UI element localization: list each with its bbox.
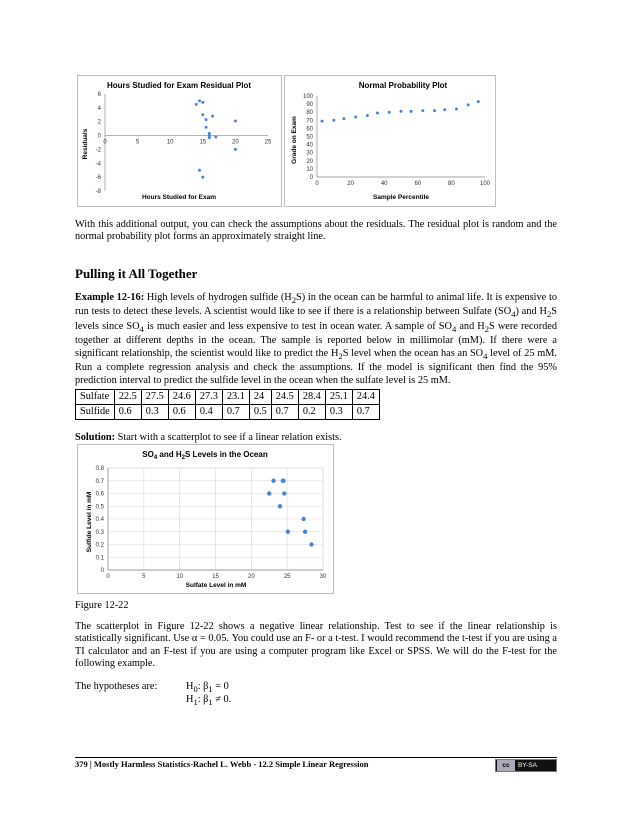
x-axis-label: Sample Percentile — [373, 194, 429, 201]
hypotheses-label: The hypotheses are: — [75, 681, 158, 692]
y-axis-label: Sulfide Level in mM — [86, 491, 93, 553]
chart-title: $SO_4$ and $H_2S$ Levels in the Ocean — [142, 450, 268, 461]
y-tick-label: 0.6 — [95, 491, 104, 498]
solution-paragraph: Solution: Start with a scatterplot to see if a linear relation exists. — [75, 432, 342, 443]
table-cell: 0.3 — [141, 405, 168, 420]
residual-plot-svg — [78, 76, 281, 206]
data-point — [211, 115, 214, 118]
x-tick-label: 10 — [166, 139, 174, 146]
x-tick-label: 40 — [380, 181, 388, 187]
y-tick-label: 0 — [309, 175, 313, 181]
y-tick-label: -2 — [95, 147, 101, 154]
x-tick-label: 20 — [232, 139, 239, 146]
data-point — [195, 103, 198, 106]
data-point — [201, 113, 204, 116]
x-tick-label: 0 — [315, 181, 319, 187]
table-cell: 0.7 — [352, 405, 379, 420]
data-point — [309, 542, 313, 546]
data-point — [467, 103, 470, 106]
y-tick-label: -8 — [95, 189, 101, 195]
table-cell: 27.3 — [195, 390, 222, 405]
plot-area — [303, 94, 491, 187]
x-tick-label: 5 — [142, 574, 146, 580]
x-tick-label: 25 — [264, 139, 272, 146]
table-cell: 24.5 — [271, 390, 298, 405]
y-tick-label: 0.5 — [95, 504, 104, 511]
y-tick-label: 10 — [306, 166, 313, 173]
y-tick-label: 0.3 — [95, 529, 104, 536]
data-point — [286, 530, 290, 534]
data-point — [455, 107, 458, 110]
x-tick-label: 15 — [212, 574, 219, 580]
table-cell: 22.5 — [114, 390, 141, 405]
table-cell: 0.6 — [168, 405, 195, 420]
data-point — [198, 99, 201, 102]
f-test-paragraph: The scatterplot in Figure 12-22 shows a negative linear relationship. Test to see if the linear relationship is statistically significant. Use α = 0.05. You could use an F- or a t-test. I would recommend the t-test if you are using a TI calculator and an F-test if you are using a computer program like Excel or SPSS. We will do the F-test for the following example. — [75, 621, 557, 670]
y-tick-label: 4 — [97, 105, 101, 112]
normal-probability-svg — [285, 76, 495, 206]
x-tick-label: 20 — [247, 574, 255, 580]
row-header-sulfate: Sulfate — [76, 390, 115, 405]
data-point — [303, 530, 307, 534]
table-cell: 23.1 — [222, 390, 249, 405]
x-tick-label: 20 — [347, 181, 354, 187]
y-tick-label: 0.1 — [95, 555, 104, 562]
y-tick-label: -6 — [95, 175, 101, 182]
data-table — [75, 389, 380, 420]
license-text: BY-SA — [518, 762, 537, 769]
data-point — [282, 491, 286, 495]
x-axis-label: Sulfate Level in mM — [185, 582, 247, 589]
table-cell: 0.3 — [325, 405, 352, 420]
alternative-hypothesis: $H_1$: $\beta_1 \ne 0$. — [186, 694, 232, 708]
plot-area — [96, 92, 272, 195]
data-point — [301, 517, 305, 521]
data-point — [332, 119, 335, 122]
table-cell: 0.6 — [114, 405, 141, 420]
data-point — [421, 109, 424, 112]
y-tick-label: 20 — [306, 158, 313, 165]
data-point — [201, 176, 204, 179]
x-tick-label: 15 — [199, 139, 207, 146]
data-point — [267, 491, 271, 495]
y-tick-label: -4 — [95, 161, 101, 168]
data-point — [477, 100, 480, 103]
x-tick-label: 25 — [283, 574, 291, 580]
x-tick-label: 80 — [448, 181, 455, 187]
y-axis-label: Grade on Exam — [291, 116, 298, 164]
x-axis-label: Hours Studied for Exam — [141, 194, 217, 201]
data-point — [388, 111, 391, 114]
table-cell: 28.4 — [298, 390, 325, 405]
table-cell: 0.7 — [222, 405, 249, 420]
cc-license-badge[interactable] — [495, 759, 557, 772]
table-cell: 24.4 — [352, 390, 379, 405]
null-hypothesis: $H_0$: $\beta_1 = 0$ — [186, 681, 229, 695]
x-tick-label: 0 — [106, 574, 110, 580]
y-tick-label: 40 — [306, 142, 313, 149]
x-tick-label: 5 — [135, 139, 140, 146]
x-tick-label: 30 — [319, 574, 327, 580]
table-cell: 27.5 — [141, 390, 168, 405]
data-point — [208, 136, 211, 139]
data-point — [201, 101, 204, 104]
sulfate-sulfide-chart — [77, 444, 334, 594]
data-point — [321, 120, 324, 123]
table-cell: 0.4 — [195, 405, 222, 420]
row-header-sulfide: Sulfide — [76, 405, 115, 420]
y-tick-label: 50 — [306, 134, 313, 141]
data-point — [278, 504, 282, 508]
data-point — [205, 118, 208, 121]
cc-icon: cc — [497, 760, 515, 771]
example-label: Example 12-16: — [75, 292, 145, 303]
section-title: Pulling it All Together — [75, 266, 198, 281]
residual-plot-chart — [77, 75, 282, 207]
sulfate-sulfide-svg — [78, 445, 333, 593]
y-tick-label: 100 — [302, 94, 313, 100]
y-tick-label: 0 — [97, 133, 101, 140]
table-cell: 24.6 — [168, 390, 195, 405]
data-point — [376, 112, 379, 115]
data-point — [281, 479, 285, 483]
table-cell: 25.1 — [325, 390, 352, 405]
table-row — [76, 405, 380, 420]
table-cell: 0.2 — [298, 405, 325, 420]
data-point — [366, 114, 369, 117]
data-point — [234, 120, 237, 123]
normal-probability-chart — [284, 75, 496, 207]
data-point — [443, 108, 446, 111]
footer-text: 379 | Mostly Harmless Statistics-Rachel L. Webb - 12.2 Simple Linear Regression — [75, 759, 369, 769]
table-cell: 0.7 — [271, 405, 298, 420]
table-row — [76, 390, 380, 405]
y-tick-label: 60 — [306, 126, 313, 133]
y-tick-label: 30 — [306, 150, 313, 157]
figure-caption: Figure 12-22 — [75, 600, 129, 611]
residual-assumption-paragraph: With this additional output, you can check the assumptions about the residuals. The residual plot is random and the normal probability plot forms an approximately straight line. — [75, 219, 557, 243]
y-tick-label: 90 — [306, 102, 313, 109]
plot-area — [96, 466, 327, 580]
y-tick-label: 0.8 — [95, 466, 104, 472]
x-tick-label: 100 — [479, 181, 491, 187]
y-tick-label: 0.7 — [95, 478, 104, 485]
data-point — [271, 479, 275, 483]
solution-label: Solution: — [75, 432, 116, 443]
data-point — [410, 110, 413, 113]
chart-title: Hours Studied for Exam Residual Plot — [106, 81, 252, 90]
y-tick-label: 2 — [97, 119, 101, 126]
data-point — [400, 110, 403, 113]
data-point — [205, 126, 208, 129]
y-tick-label: 6 — [97, 92, 101, 98]
data-point — [234, 148, 237, 151]
y-tick-label: 80 — [306, 110, 313, 117]
x-tick-label: 0 — [103, 139, 107, 146]
data-point — [342, 117, 345, 120]
x-tick-label: 10 — [176, 574, 184, 580]
data-point — [214, 135, 217, 138]
data-point — [433, 109, 436, 112]
chart-title: Normal Probability Plot — [358, 81, 448, 90]
y-tick-label: 0.4 — [95, 517, 104, 523]
x-tick-label: 60 — [414, 181, 422, 187]
y-tick-label: 0 — [100, 568, 104, 574]
y-axis-label: Residuals — [82, 128, 89, 160]
example-paragraph: Example 12-16: High levels of hydrogen sulfide $(H_2S)$ in the ocean can be harmful to animal life. It is expensive to run tests to detect these levels. A scientist would like to see if there is a relationship between Sulfate $(SO_4)$ and $H_2S$ levels since $SO_4$ is much easier and less expensive to test in ocean water. A sample of $SO_4$ and $H_2S$ were recorded together at different depths in the ocean. The sample is reported below in millimolar (mM). If there were a significant relationship, the scientist would like to predict the $H_2S$ level when the ocean has an $SO_4$ level of 25 mM. Run a complete regression analysis and check the assumptions. If the model is significant then find the 95% prediction interval to predict the sulfide level in the ocean when the sulfate level is 25 mM. — [75, 292, 557, 386]
y-tick-label: 0.2 — [95, 542, 104, 549]
table-cell: 24 — [249, 390, 271, 405]
y-tick-label: 70 — [306, 118, 313, 125]
table-cell: 0.5 — [249, 405, 271, 420]
footer-rule — [75, 757, 557, 758]
data-point — [354, 116, 357, 119]
data-point — [198, 169, 201, 172]
